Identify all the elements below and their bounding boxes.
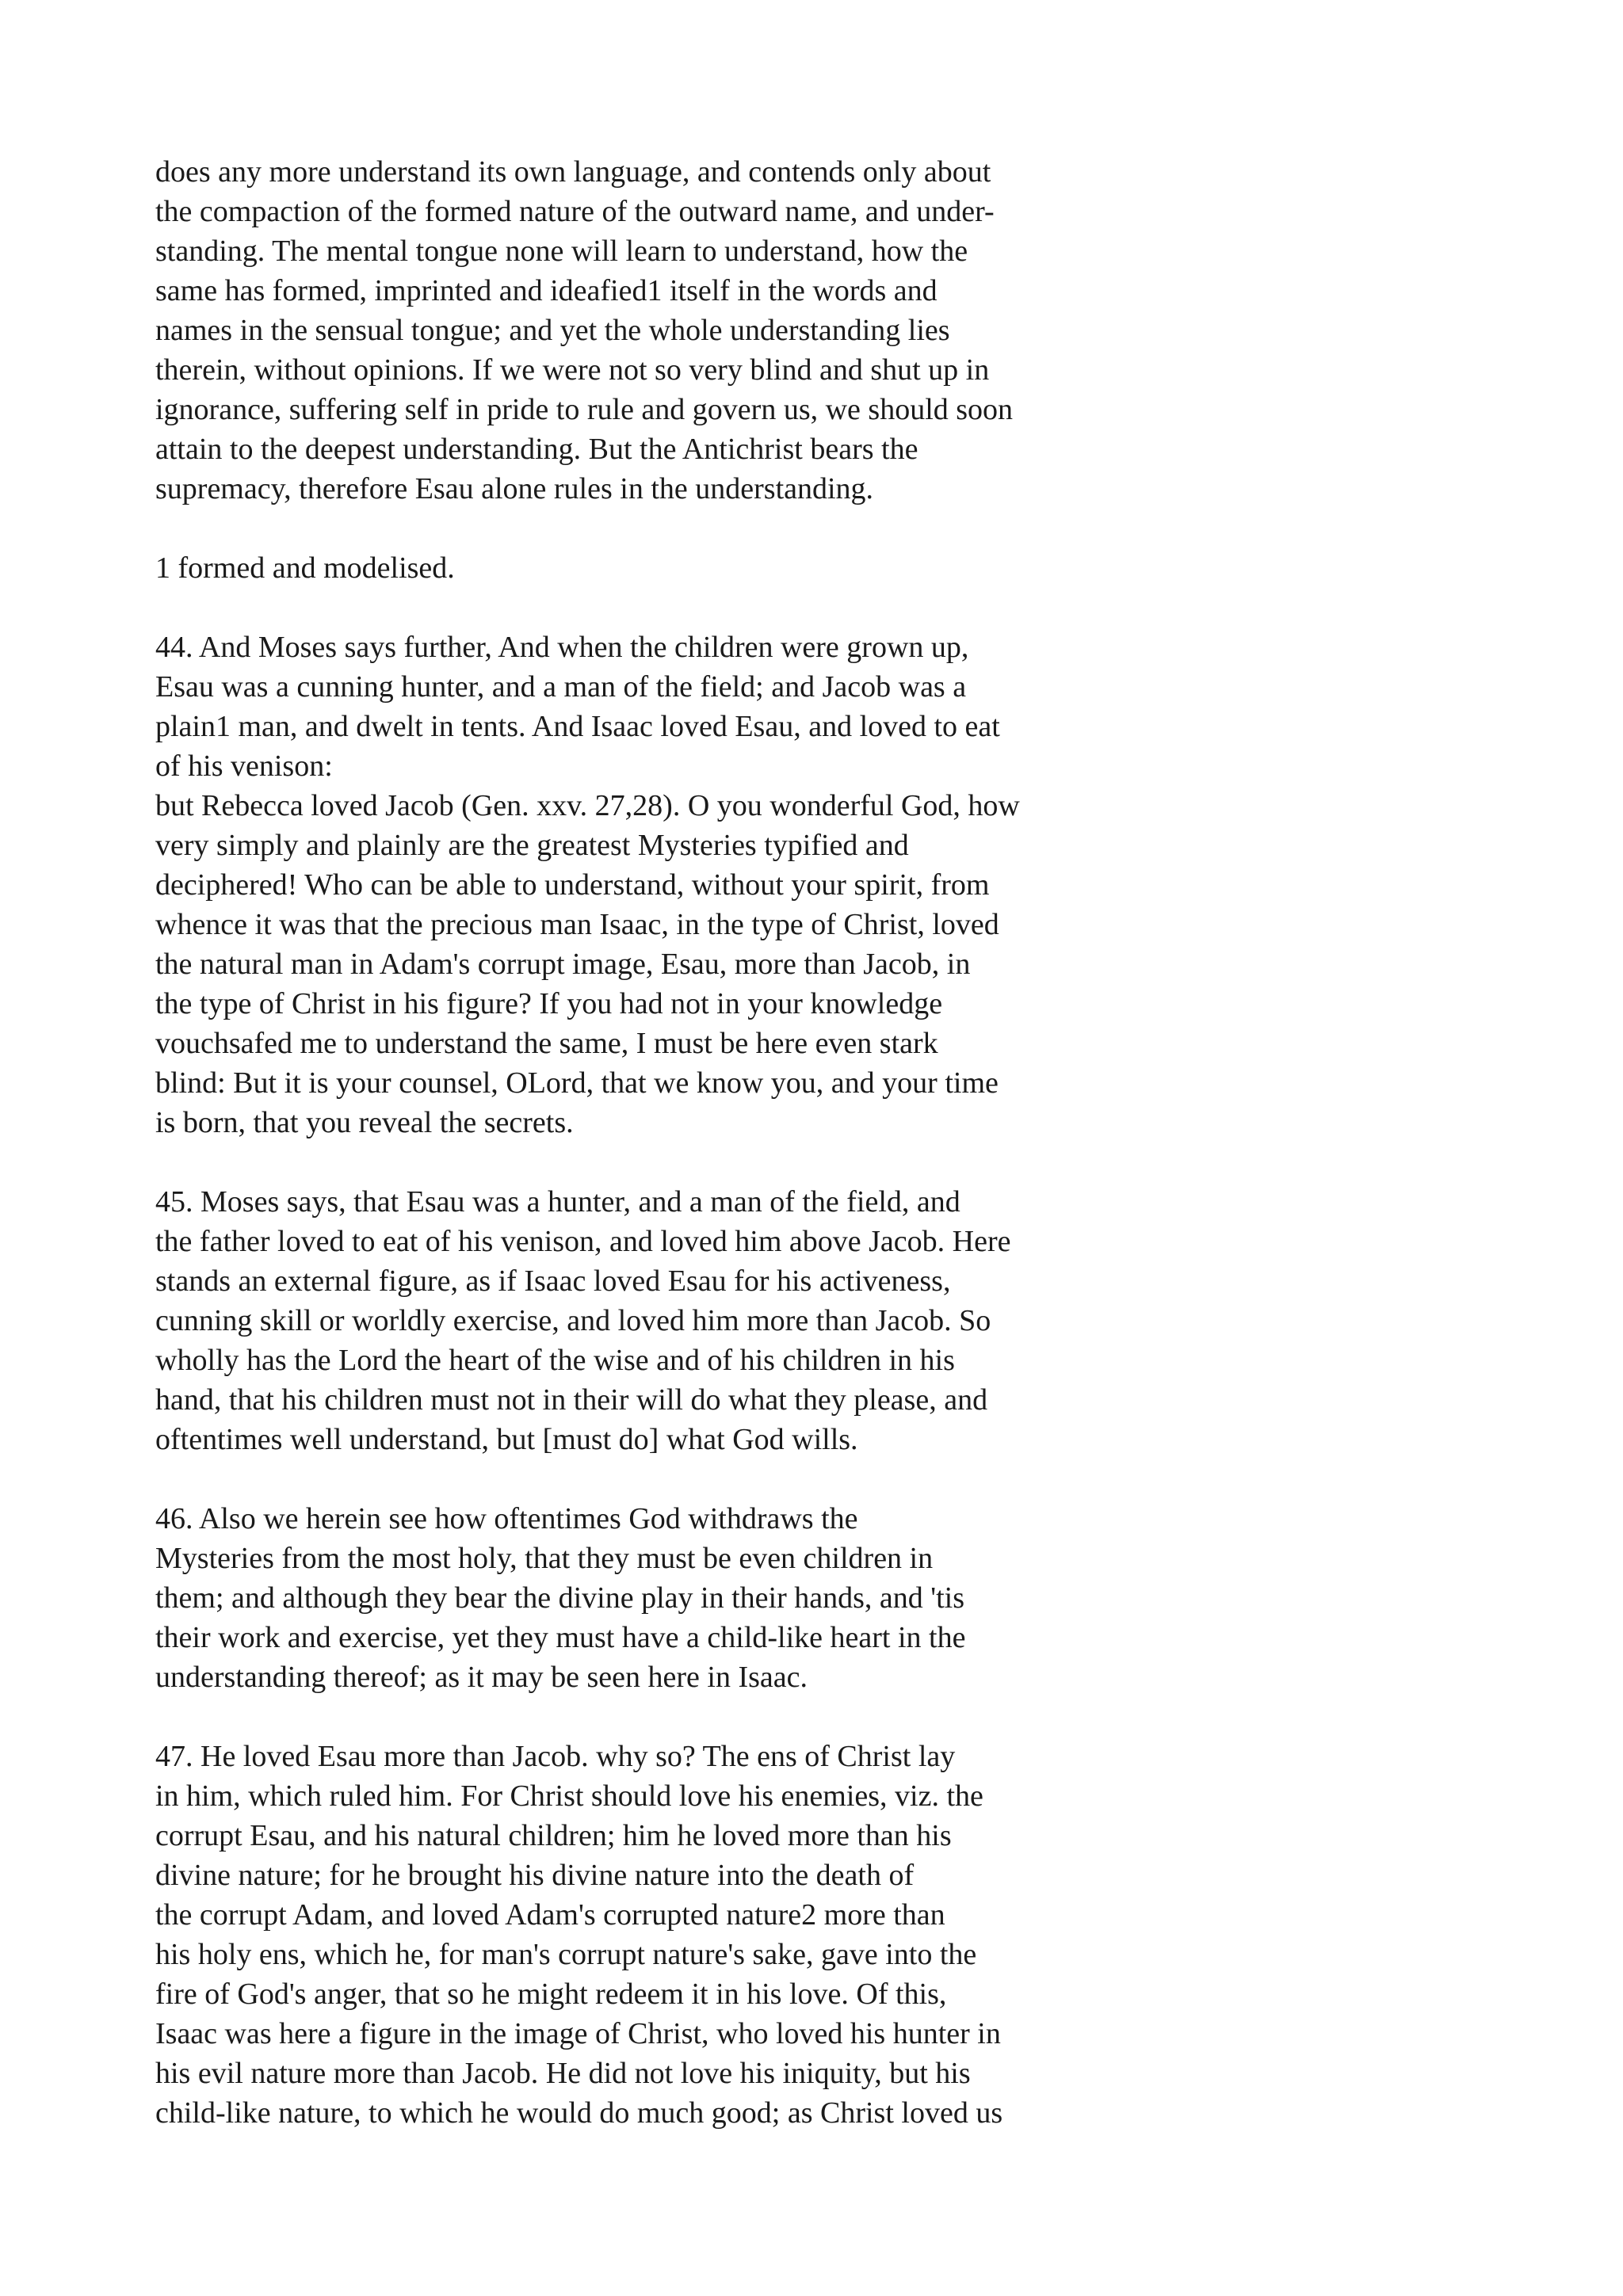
text-line: blind: But it is your counsel, OLord, that we know you, and your time <box>155 1066 999 1100</box>
text-line: their work and exercise, yet they must have a child-like heart in the <box>155 1621 966 1654</box>
text-line: 44. And Moses says further, And when the children were grown up, <box>155 631 969 664</box>
text-line: wholly has the Lord the heart of the wise and of his children in his <box>155 1344 955 1377</box>
text-line: 47. He loved Esau more than Jacob. why so? The ens of Christ lay <box>155 1740 956 1773</box>
text-line: in him, which ruled him. For Christ should love his enemies, viz. the <box>155 1779 983 1813</box>
text-line: cunning skill or worldly exercise, and loved him more than Jacob. So <box>155 1304 991 1337</box>
text-line: Isaac was here a figure in the image of Christ, who loved his hunter in <box>155 2017 1001 2050</box>
text-line: supremacy, therefore Esau alone rules in the understanding. <box>155 472 874 505</box>
text-line: Esau was a cunning hunter, and a man of the field; and Jacob was a <box>155 670 967 704</box>
text-line: 46. Also we herein see how oftentimes God withdraws the <box>155 1502 858 1535</box>
text-line: 45. Moses says, that Esau was a hunter, and a man of the field, and <box>155 1185 960 1219</box>
text-line: vouchsafed me to understand the same, I must be here even stark <box>155 1027 938 1060</box>
text-line: corrupt Esau, and his natural children; him he loved more than his <box>155 1819 952 1852</box>
text-line: understanding thereof; as it may be seen here in Isaac. <box>155 1661 808 1694</box>
text-line: whence it was that the precious man Isaac, in the type of Christ, loved <box>155 908 999 941</box>
text-line: fire of God's anger, that so he might redeem it in his love. Of this, <box>155 1978 947 2011</box>
text-line: 1 formed and modelised. <box>155 551 455 585</box>
text-line: is born, that you reveal the secrets. <box>155 1106 574 1139</box>
text-line: therein, without opinions. If we were not so very blind and shut up in <box>155 353 990 387</box>
text-line: the natural man in Adam's corrupt image, Esau, more than Jacob, in <box>155 948 971 981</box>
text-line: plain1 man, and dwelt in tents. And Isaac loved Esau, and loved to eat <box>155 710 1000 743</box>
text-line: very simply and plainly are the greatest Mysteries typified and <box>155 829 909 862</box>
text-line: stands an external figure, as if Isaac loved Esau for his activeness, <box>155 1264 951 1298</box>
text-line: standing. The mental tongue none will learn to understand, how the <box>155 235 968 268</box>
text-line: divine nature; for he brought his divine nature into the death of <box>155 1859 915 1892</box>
text-line: child-like nature, to which he would do much good; as Christ loved us <box>155 2096 1003 2130</box>
paragraph-intro <box>155 152 1186 509</box>
text-line: same has formed, imprinted and ideafied1 itself in the words and <box>155 274 938 307</box>
paragraph-46 <box>155 1499 1186 1697</box>
paragraph-44 <box>155 627 1186 1142</box>
text-line: the type of Christ in his figure? If you had not in your knowledge <box>155 987 943 1020</box>
text-line: of his venison: <box>155 749 333 783</box>
text-line: ignorance, suffering self in pride to rule and govern us, we should soon <box>155 393 1014 426</box>
text-line: the father loved to eat of his venison, and loved him above Jacob. Here <box>155 1225 1011 1258</box>
text-line: names in the sensual tongue; and yet the whole understanding lies <box>155 314 950 347</box>
text-line: oftentimes well understand, but [must do] what God wills. <box>155 1423 858 1456</box>
paragraph-45 <box>155 1182 1186 1459</box>
text-line: deciphered! Who can be able to understand, without your spirit, from <box>155 868 990 902</box>
text-line: them; and although they bear the divine play in their hands, and 'tis <box>155 1581 964 1615</box>
paragraph-47 <box>155 1737 1186 2133</box>
document-page <box>155 152 1186 2172</box>
text-line: attain to the deepest understanding. But the Antichrist bears the <box>155 433 918 466</box>
text-line: his evil nature more than Jacob. He did not love his iniquity, but his <box>155 2057 971 2090</box>
footnote <box>155 548 1186 588</box>
text-line: hand, that his children must not in their will do what they please, and <box>155 1383 988 1417</box>
text-line: the compaction of the formed nature of the outward name, and under- <box>155 195 995 228</box>
text-line: Mysteries from the most holy, that they must be even children in <box>155 1542 934 1575</box>
text-line: the corrupt Adam, and loved Adam's corrupted nature2 more than <box>155 1898 945 1932</box>
text-line: but Rebecca loved Jacob (Gen. xxv. 27,28). O you wonderful God, how <box>155 789 1020 822</box>
text-line: his holy ens, which he, for man's corrupt nature's sake, gave into the <box>155 1938 977 1971</box>
text-line: does any more understand its own language, and contends only about <box>155 155 991 189</box>
